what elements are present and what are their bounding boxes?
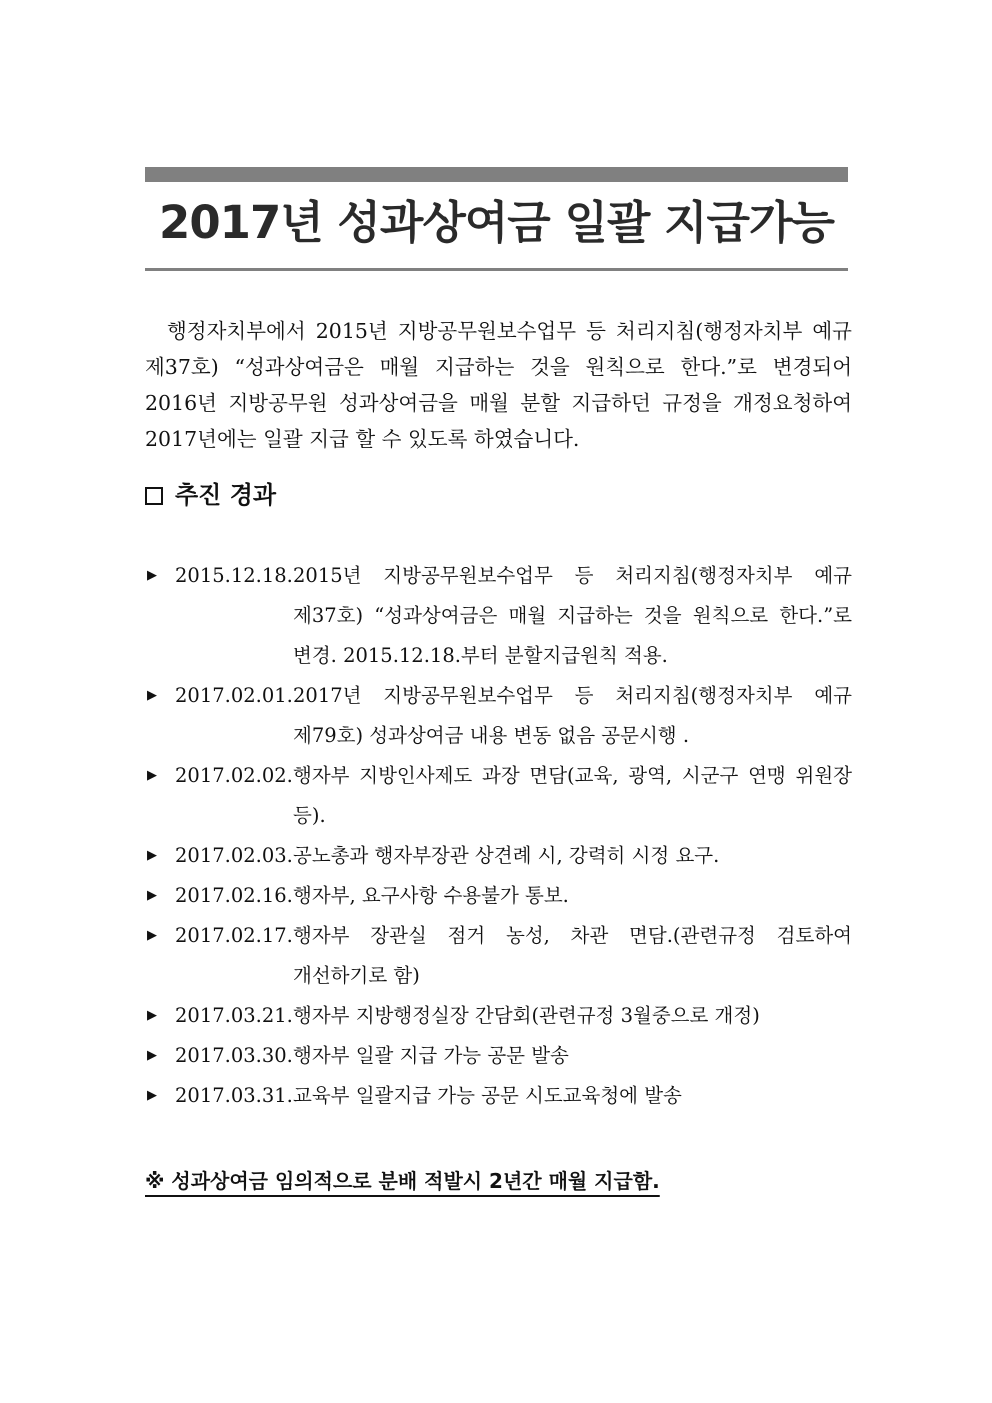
timeline-text: 행자부 지방인사제도 과장 면담(교육, 광역, 시군구 연맹 위원장 등). (293, 764, 852, 827)
timeline-date: 2017.02.03. (175, 844, 293, 867)
timeline-item (145, 996, 852, 1036)
triangle-bullet-icon: ▶ (147, 688, 157, 703)
title-bottom-rule (145, 268, 848, 271)
triangle-bullet-icon: ▶ (147, 1048, 157, 1063)
footnote: ※ 성과상여금 임의적으로 분배 적발시 2년간 매월 지급함. (145, 1169, 660, 1193)
timeline-text: 행자부 장관실 점거 농성, 차관 면담.(관련규정 검토하여 개선하기로 함) (293, 924, 852, 987)
timeline-item (145, 676, 852, 756)
timeline-item (145, 836, 852, 876)
triangle-bullet-icon: ▶ (147, 928, 157, 943)
timeline-text: 행자부 일괄 지급 가능 공문 발송 (293, 1044, 569, 1067)
timeline-date: 2017.03.21. (175, 1004, 293, 1027)
section-heading (145, 477, 276, 513)
timeline-date: 2017.03.31. (175, 1084, 293, 1107)
timeline-item (145, 756, 852, 836)
title-top-rule (145, 167, 848, 182)
timeline-item (145, 556, 852, 676)
triangle-bullet-icon: ▶ (147, 768, 157, 783)
timeline-date: 2017.02.01. (175, 684, 293, 707)
timeline-date: 2017.02.17. (175, 924, 293, 947)
triangle-bullet-icon: ▶ (147, 848, 157, 863)
triangle-bullet-icon: ▶ (147, 1088, 157, 1103)
timeline-item (145, 1076, 852, 1116)
triangle-bullet-icon: ▶ (147, 1008, 157, 1023)
timeline-list (145, 556, 852, 1116)
checkbox-square-icon (145, 487, 163, 505)
timeline-text: 2015년 지방공무원보수업무 등 처리지침(행정자치부 예규 제37호) “성과상여금은 매월 지급하는 것을 원칙으로 한다.”로 변경. 2015.12.18.부터 분할지급원칙 적용. (293, 564, 852, 667)
timeline-date: 2017.03.30. (175, 1044, 293, 1067)
intro-paragraph: 행정자치부에서 2015년 지방공무원보수업무 등 처리지침(행정자치부 예규 제37호) “성과상여금은 매월 지급하는 것을 원칙으로 한다.”로 변경되어 2016년 지방공무원 성과상여금을 매월 분할 지급하던 규정을 개정요청하여 2017년에는 일괄 지급 할 수 있도록 하였습니다. (145, 319, 852, 451)
timeline-text: 교육부 일괄지급 가능 공문 시도교육청에 발송 (293, 1084, 682, 1107)
triangle-bullet-icon: ▶ (147, 568, 157, 583)
timeline-item (145, 876, 852, 916)
triangle-bullet-icon: ▶ (147, 888, 157, 903)
timeline-item (145, 916, 852, 996)
timeline-text: 행자부, 요구사항 수용불가 통보. (293, 884, 569, 907)
timeline-date: 2015.12.18. (175, 564, 293, 587)
timeline-item (145, 1036, 852, 1076)
timeline-text: 2017년 지방공무원보수업무 등 처리지침(행정자치부 예규 제79호) 성과상여금 내용 변동 없음 공문시행 . (293, 684, 852, 747)
timeline-date: 2017.02.02. (175, 764, 293, 787)
timeline-date: 2017.02.16. (175, 884, 293, 907)
page-title: 2017년 성과상여금 일괄 지급가능 (159, 196, 834, 249)
timeline-text: 공노총과 행자부장관 상견례 시, 강력히 시정 요구. (293, 844, 720, 867)
section-heading-text: 추진 경과 (175, 481, 277, 509)
timeline-text: 행자부 지방행정실장 간담회(관련규정 3월중으로 개정) (293, 1004, 760, 1027)
